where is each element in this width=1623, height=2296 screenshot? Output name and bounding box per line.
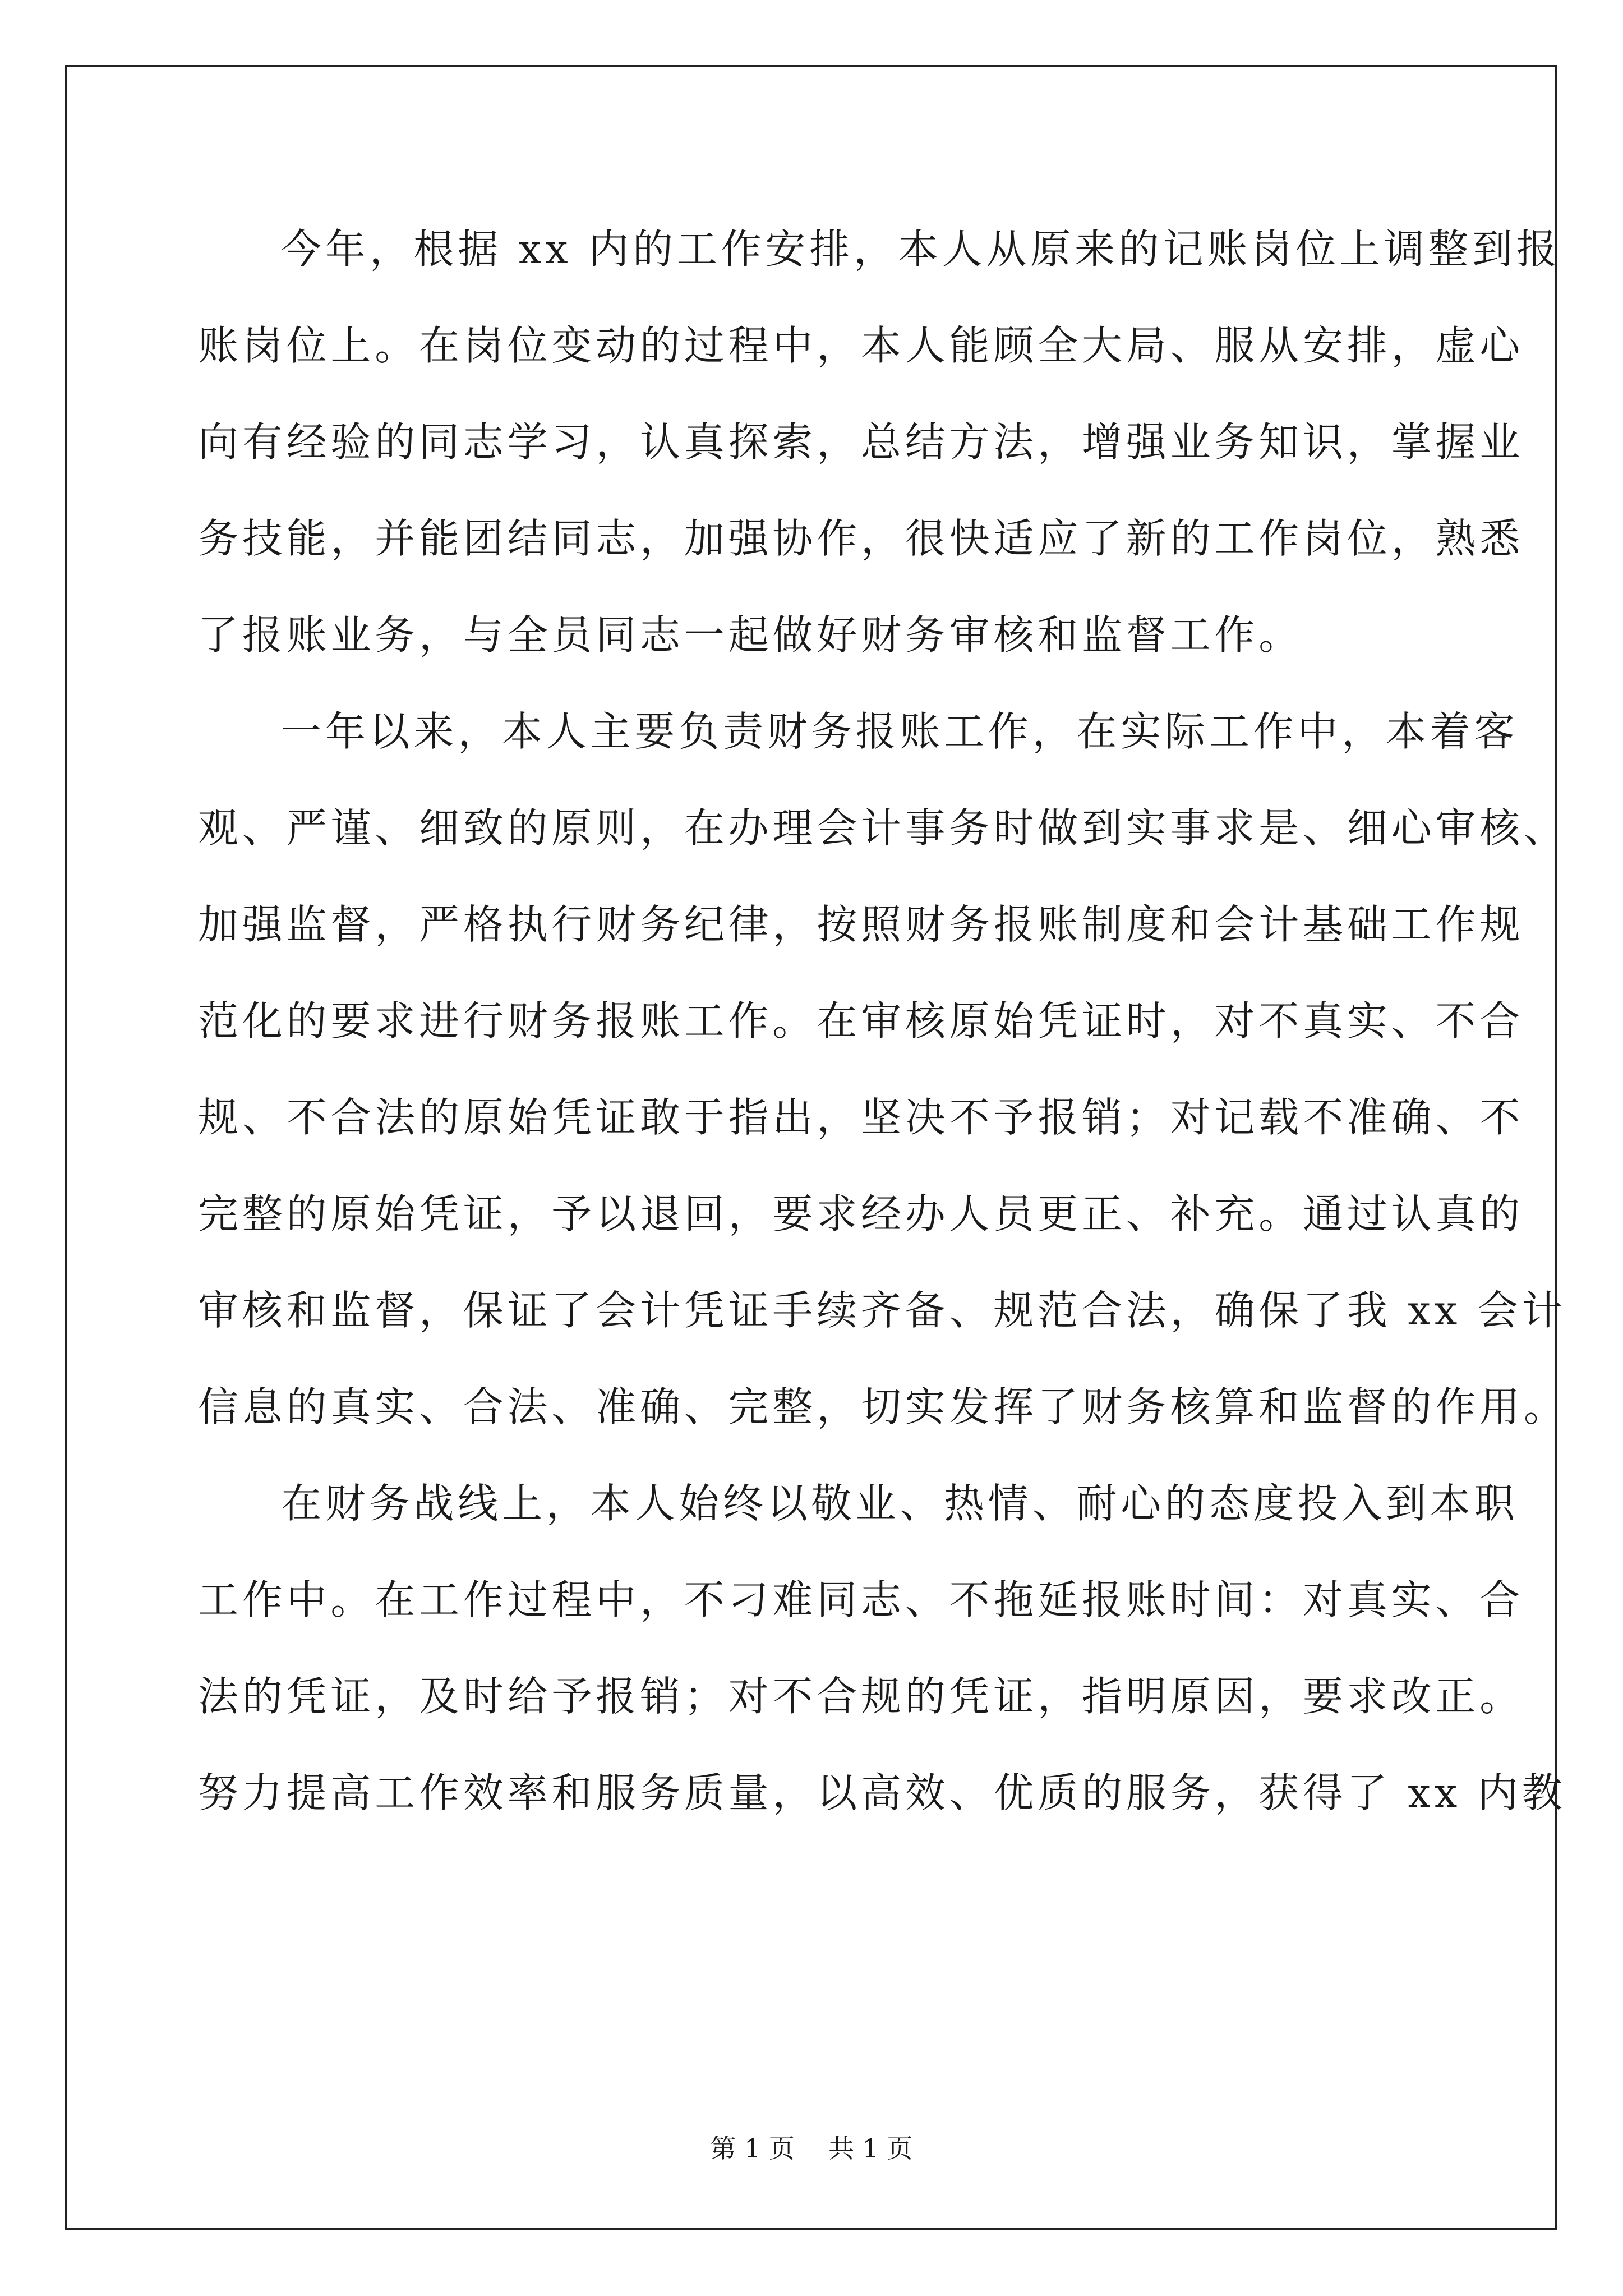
text-line: 工作中。在工作过程中，不刁难同志、不拖延报账时间：对真实、合	[198, 1576, 1524, 1623]
text-line: 在财务战线上，本人始终以敬业、热情、耐心的态度投入到本职	[281, 1480, 1519, 1527]
text-line: 今年，根据 xx 内的工作安排，本人从原来的记账岗位上调整到报	[281, 226, 1561, 273]
text-line: 一年以来，本人主要负责财务报账工作，在实际工作中，本着客	[281, 708, 1519, 755]
text-line: 努力提高工作效率和服务质量，以高效、优质的服务，获得了 xx 内教	[198, 1769, 1566, 1816]
text-line: 范化的要求进行财务报账工作。在审核原始凭证时，对不真实、不合	[198, 997, 1524, 1045]
page-count: 共 1 页	[828, 2133, 913, 2164]
page-number: 第 1 页	[710, 2133, 795, 2164]
text-line: 账岗位上。在岗位变动的过程中，本人能顾全大局、服从安排，虚心	[198, 322, 1524, 369]
page-footer	[0, 2132, 1623, 2165]
text-line: 向有经验的同志学习，认真探索，总结方法，增强业务知识，掌握业	[198, 418, 1524, 466]
text-line: 加强监督，严格执行财务纪律，按照财务报账制度和会计基础工作规	[198, 901, 1524, 948]
text-line: 法的凭证，及时给予报销；对不合规的凭证，指明原因，要求改正。	[198, 1673, 1524, 1720]
text-line: 审核和监督，保证了会计凭证手续齐备、规范合法，确保了我 xx 会计	[198, 1287, 1566, 1334]
document-body	[198, 209, 1568, 1849]
text-line: 观、严谨、细致的原则，在办理会计事务时做到实事求是、细心审核、	[198, 804, 1568, 852]
text-line: 规、不合法的原始凭证敢于指出，坚决不予报销；对记载不准确、不	[198, 1094, 1524, 1141]
text-line: 完整的原始凭证，予以退回，要求经办人员更正、补充。通过认真的	[198, 1190, 1524, 1237]
text-line: 务技能，并能团结同志，加强协作，很快适应了新的工作岗位，熟悉	[198, 515, 1524, 562]
text-line: 了报账业务，与全员同志一起做好财务审核和监督工作。	[198, 611, 1303, 659]
text-line: 信息的真实、合法、准确、完整，切实发挥了财务核算和监督的作用。	[198, 1383, 1568, 1430]
